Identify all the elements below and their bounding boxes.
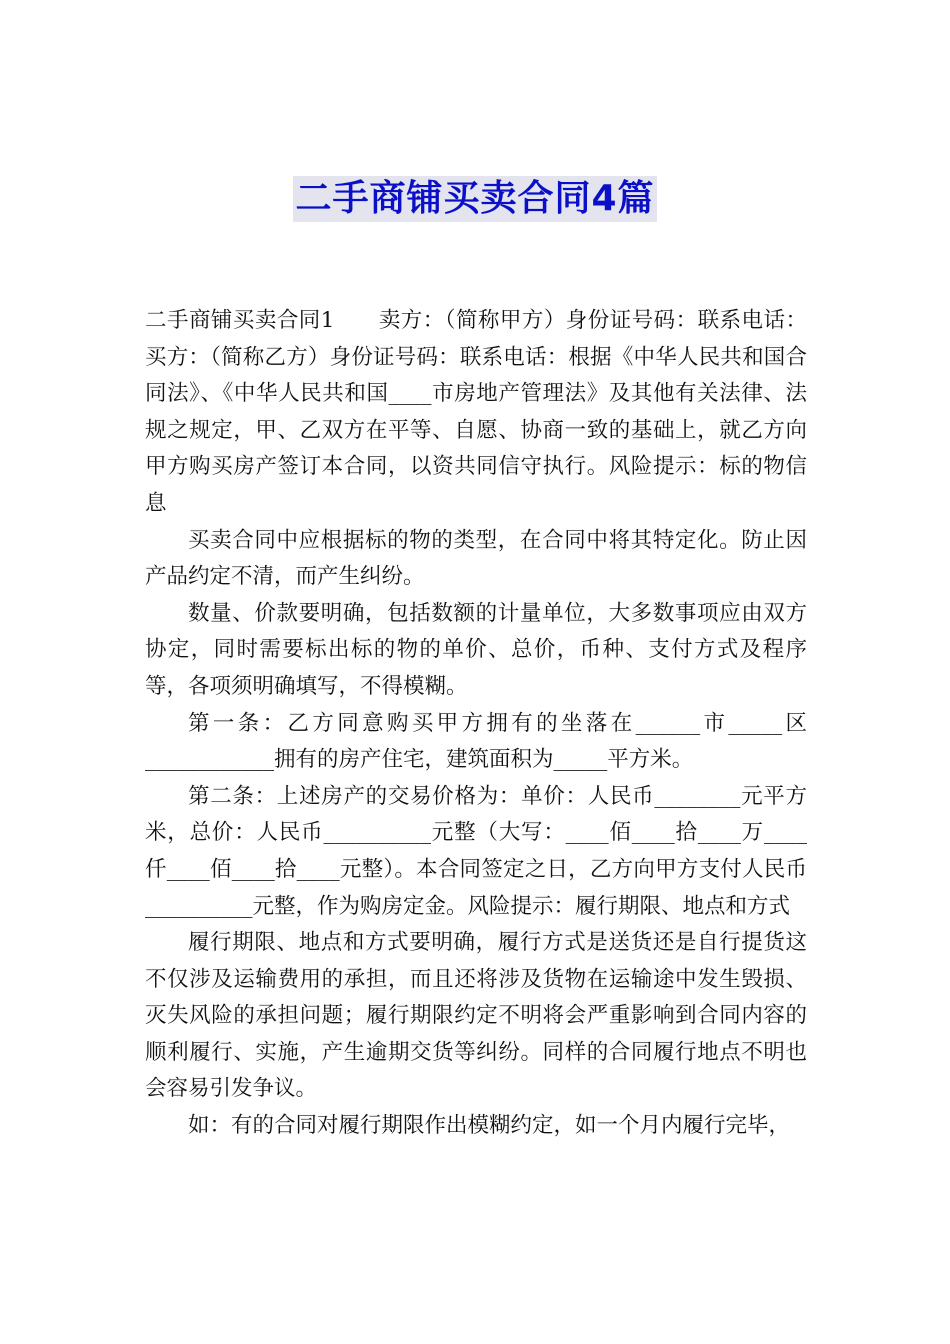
- paragraph-example: 如：有的合同对履行期限作出模糊约定，如一个月内履行完毕，: [188, 1113, 791, 1139]
- paragraph-article-2: 第二条：上述房产的交易价格为：单价：人民币________元平方米，总价：人民币__________元整（大写：____佰____拾____万____仟____佰____拾____元整）。本合同签定之日，乙方向甲方支付人民币__________元整，作为购房定金。风险提示：履行期限、地点和方式: [145, 783, 807, 919]
- document-title: 二手商铺买卖合同4篇: [293, 176, 656, 222]
- paragraph-performance: 履行期限、地点和方式要明确，履行方式是送货还是自行提货这不仅涉及运输费用的承担，而且还将涉及货物在运输途中发生毁损、灭失风险的承担问题；履行期限约定不明将会严重影响到合同内容的顺利履行、实施，产生逾期交货等纠纷。同样的合同履行地点不明也会容易引发争议。: [145, 930, 807, 1102]
- paragraph-subject: 买卖合同中应根据标的物的类型，在合同中将其特定化。防止因产品约定不清，而产生纠纷。: [145, 527, 807, 590]
- document-body: [145, 303, 807, 1145]
- title-container: [0, 176, 950, 222]
- paragraph-intro: 二手商铺买卖合同1 卖方：（简称甲方）身份证号码：联系电话：买方：（简称乙方）身份证号码：联系电话：根据《中华人民共和国合同法》、《中华人民共和国____市房地产管理法》及其他有关法律、法规之规定，甲、乙双方在平等、自愿、协商一致的基础上，就乙方向甲方购买房产签订本合同，以资共同信守执行。风险提示：标的物信息: [145, 308, 807, 516]
- paragraph-quantity-price: 数量、价款要明确，包括数额的计量单位，大多数事项应由双方协定，同时需要标出标的物的单价、总价，币种、支付方式及程序等，各项须明确填写，不得模糊。: [145, 600, 807, 699]
- paragraph-article-1: 第一条：乙方同意购买甲方拥有的坐落在______市_____区____________拥有的房产住宅，建筑面积为_____平方米。: [145, 710, 807, 773]
